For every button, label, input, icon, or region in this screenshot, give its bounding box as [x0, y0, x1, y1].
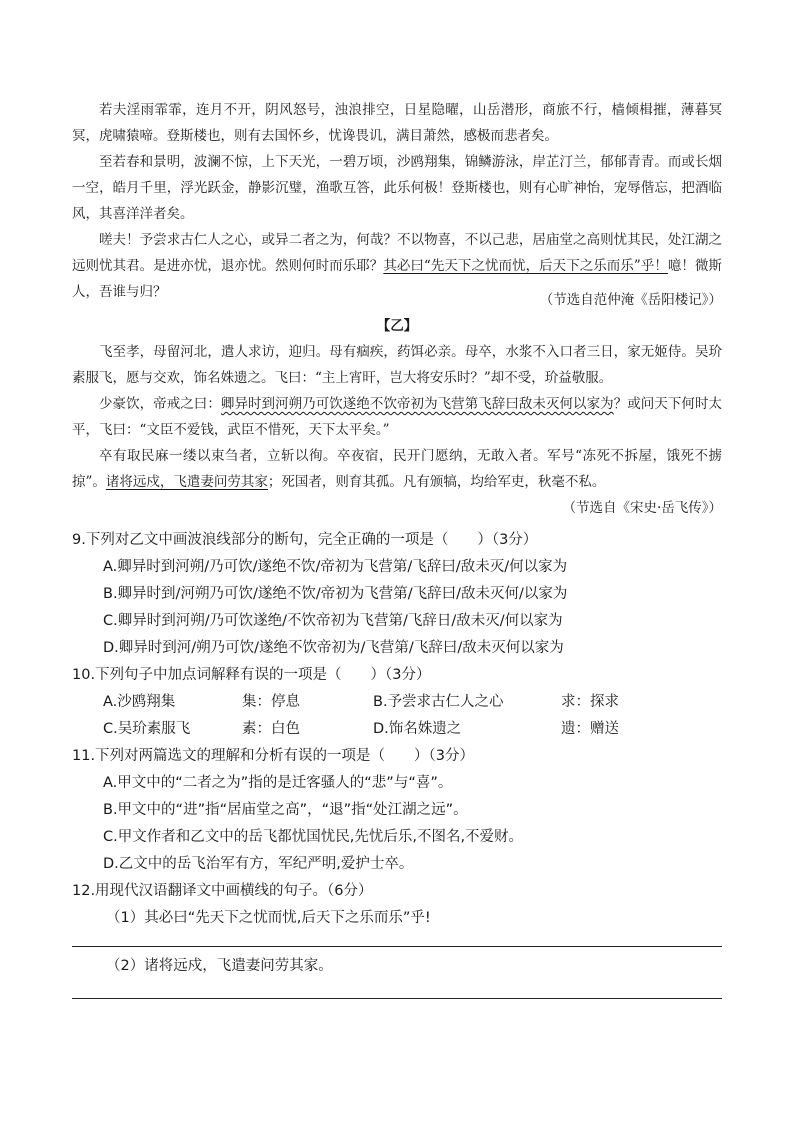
question-10-row-cd [72, 716, 722, 743]
question-9-stem: 9.下列对乙文中画波浪线部分的断句，完全正确的一项是（ ）（3分） [72, 532, 538, 548]
question-12-sentence-1: （1）其必曰“先天下之忧而忧,后天下之乐而乐”乎! [106, 910, 431, 926]
yi-source: （节选自《宋史·岳飞传》） [562, 500, 722, 516]
yi-paragraph-3 [72, 443, 722, 495]
yi-heading: 【乙】 [376, 318, 418, 334]
yi-paragraph-1: 飞至孝，母留河北，遣人求访，迎归。母有痼疾，药饵必亲。母卒，水浆不入口者三日，家无姬侍。吴玠素服飞，愿与交欢，饰名姝遗之。飞曰：“主上宵旰，岂大将安乐时？”却不受，玠益敬服。 [72, 344, 722, 386]
question-10-row-ab [72, 689, 722, 716]
question-10-option-c: C.吴玠素服飞 [103, 721, 191, 737]
yi-paragraph-2 [72, 391, 722, 443]
question-10-option-a: A.沙鸥翔集 [103, 694, 176, 710]
questions [72, 527, 722, 932]
jia-paragraph-2: 至若春和景明，波澜不惊，上下天光，一碧万顷，沙鸥翔集，锦鳞游泳，岸芷汀兰，郁郁青青。而或长烟一空，皓月千里，浮光跃金，静影沉璧，渔歌互答，此乐何极！登斯楼也，则有心旷神怡，宠辱偕忘，把酒临风，其喜洋洋者矣。 [72, 154, 722, 222]
yi-paragraph-2-text: 少豪饮，帝戒之曰： [99, 396, 221, 412]
answer-line-2[interactable] [72, 998, 722, 999]
question-9-option-d: D.卿异时到河/朔乃可饮/遂绝不饮帝初为/飞营第/飞辞曰/敌未灭何以家为 [103, 640, 564, 656]
question-12-sentence-2: （2）诸将远戍，飞遣妻问劳其家。 [106, 958, 333, 974]
jia-paragraph-3-text: 嗟夫！予尝求古仁人之心，或异二者之为，何哉？不以物喜，不以己悲，居庙堂之高则忧其民，处江湖之远则忧其君。是进亦忧，退亦忧。然则何时而乐耶？ [72, 232, 722, 274]
jia-paragraph-1: 若夫淫雨霏霏，连月不开，阴风怒号，浊浪排空，日星隐曜，山岳潜形，商旅不行，樯倾楫摧，薄暮冥冥，虎啸猿啼。登斯楼也，则有去国怀乡，忧谗畏讥，满目萧然，感极而悲者矣。 [72, 102, 722, 144]
question-10-option-d: D.饰名姝遗之 [373, 721, 462, 737]
passage-jia [72, 97, 722, 305]
question-11-option-d: D.乙文中的岳飞治军有方，军纪严明,爱护士卒。 [103, 856, 414, 872]
jia-underlined-sentence: 其必曰“先天下之忧而忧，后天下之乐而乐”乎！ [383, 258, 668, 274]
question-10-option-b: B.予尝求古仁人之心 [373, 694, 504, 710]
question-11-stem: 11.下列对两篇选文的理解和分析有误的一项是（ ）（3分） [72, 748, 475, 764]
question-10-gloss-b: 求：探求 [561, 694, 619, 710]
passage-yi [72, 313, 722, 521]
question-11-option-c: C.甲文作者和乙文中的岳飞都忧国忧民,先忧后乐,不图名,不爱财。 [103, 829, 524, 845]
answer-line-1[interactable] [72, 946, 722, 947]
question-10-gloss-a: 集：停息 [242, 694, 300, 710]
question-9-option-c: C.卿异时到河朔/乃可饮遂绝/不饮帝初为飞营第/飞辞日/敌未灭/何以家为 [103, 613, 563, 629]
jia-source: （节选自范仲淹《岳阳楼记》） [539, 292, 722, 308]
yi-paragraph-2-tail: ？或问天下何时太平，飞曰：“文臣不爱钱，武臣不惜死，天下太平矣。” [72, 396, 723, 438]
question-11-option-a: A.甲文中的“二者之为”指的是迁客骚人的“悲”与“喜”。 [103, 775, 453, 791]
question-10-stem: 10.下列句子中加点词解释有误的一项是（ ）（3分） [72, 667, 431, 683]
question-12-stem: 12.用现代汉语翻译文中画横线的句子。（6分） [72, 883, 373, 899]
yi-underlined-sentence: 诸将远戍，飞遣妻问劳其家 [105, 474, 268, 490]
jia-paragraph-3-tail: 噫！微斯人，吾谁与归？ [72, 258, 722, 300]
yi-paragraph-3-text: 卒有取民麻一缕以束刍者，立斩以徇。卒夜宿，民开门愿纳，无敢入者。军号“冻死不拆屋，饿死不掳掠”。 [72, 448, 722, 490]
question-11-option-b: B.甲文中的“进”指“居庙堂之高”，“退”指“处江湖之远”。 [103, 802, 468, 818]
question-10-gloss-c: 素：白色 [242, 721, 300, 737]
question-9-option-a: A.卿异时到河朔/乃可饮/遂绝不饮/帝初为飞营第/飞辞曰/敌未灭/何以家为 [103, 559, 568, 575]
yi-paragraph-3-tail: ；死国者，则育其孤。凡有颁犒，均给军吏，秋毫不私。 [267, 474, 606, 490]
question-10-gloss-d: 遗：赠送 [561, 721, 619, 737]
question-9-option-b: B.卿异时到/河朔乃可饮/遂绝不饮/帝初为飞营第/飞辞曰/敌未灭何/以家为 [103, 586, 568, 602]
yi-wavy-sentence: 卿异时到河朔乃可饮遂绝不饮帝初为飞营第飞辞曰敌未灭何以家为 [220, 396, 614, 412]
